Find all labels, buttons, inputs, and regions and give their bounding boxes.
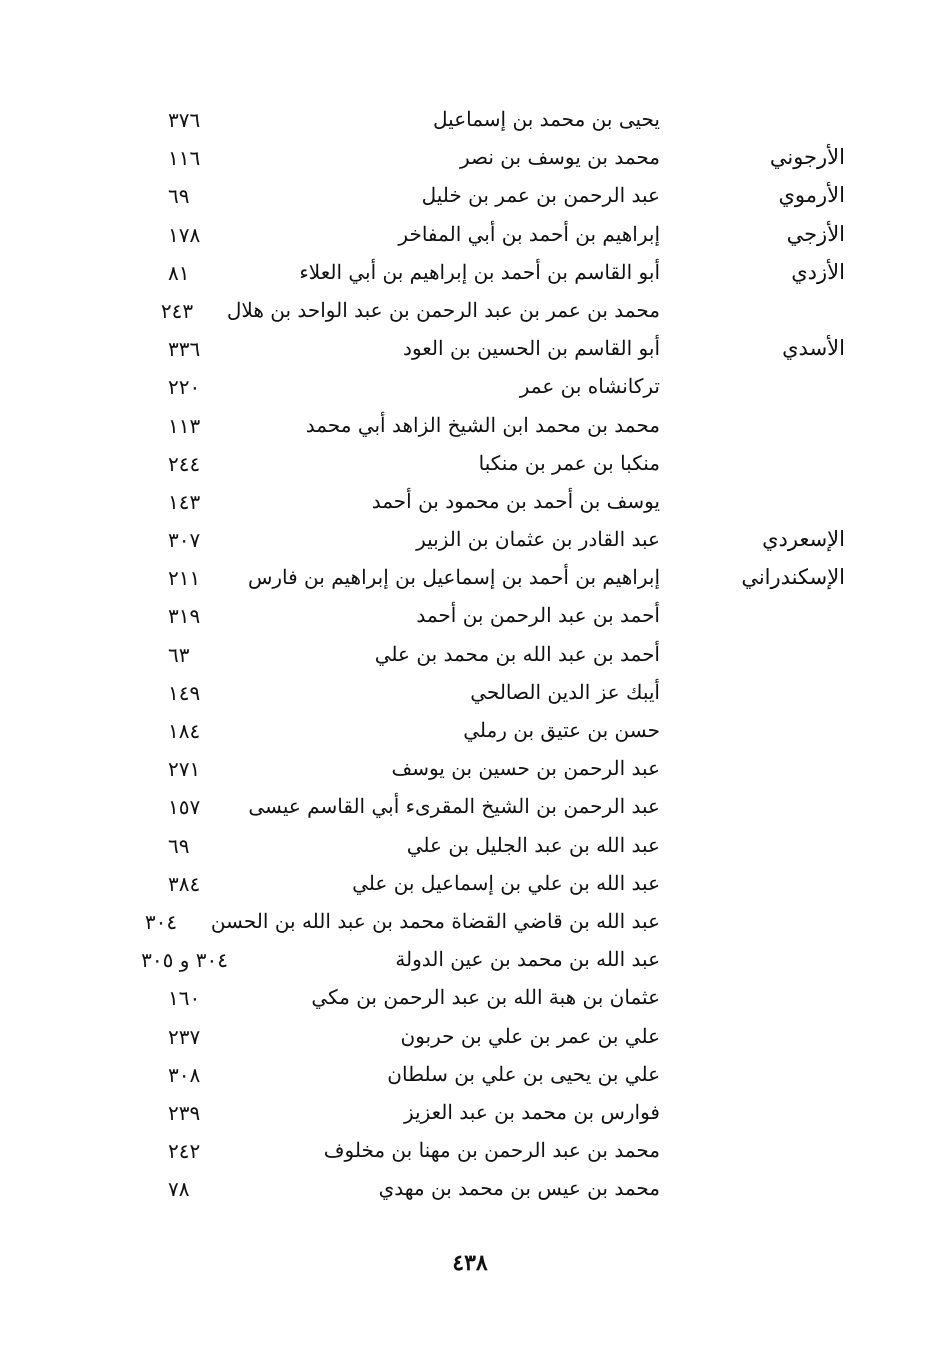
nisba-label: الأزجي: [786, 221, 845, 246]
page-reference: ٣٠٤ و ٣٠٥: [141, 948, 228, 973]
page-reference: ٣٣٦: [168, 337, 201, 362]
person-name: عبد القادر بن عثمان بن الزبير: [416, 527, 660, 552]
nisba-label: الأرموي: [778, 183, 845, 208]
page-reference: ٢٤٣: [160, 298, 194, 323]
nisba-label: الأرجوني: [769, 145, 845, 170]
page-reference: ٣٨٤: [168, 871, 201, 896]
page-reference: ٢٤٤: [168, 451, 201, 476]
page-reference: ٨١: [168, 260, 190, 285]
person-name: أبو القاسم بن أحمد بن إبراهيم بن أبي العلاء: [299, 259, 660, 284]
person-name: محمد بن عبد الرحمن بن مهنا بن مخلوف: [323, 1138, 660, 1163]
person-name: عبد الرحمن بن الشيخ المقرىء أبي القاسم عيسى: [248, 794, 660, 819]
person-name: محمد بن عمر بن عبد الرحمن بن عبد الواحد بن هلال: [226, 297, 660, 322]
person-name: علي بن عمر بن علي بن حربون: [400, 1023, 660, 1048]
page-reference: ١٤٣: [168, 489, 201, 514]
person-name: يوسف بن أحمد بن محمود بن أحمد: [371, 488, 660, 513]
person-name: محمد بن عيس بن محمد بن مهدي: [378, 1176, 660, 1201]
person-name: عبد الله بن عبد الجليل بن علي: [406, 832, 660, 857]
person-name: منكبا بن عمر بن منكبا: [478, 450, 660, 475]
index-row: [0, 445, 940, 483]
person-name: إبراهيم بن أحمد بن أبي المفاخر: [398, 221, 660, 246]
nisba-label: الإسعردي: [762, 527, 845, 552]
nisba-label: الأزدي: [791, 259, 845, 284]
page-reference: ٣٠٧: [168, 528, 201, 553]
page-reference: ٣١٩: [168, 604, 201, 629]
page-reference: ١٥٧: [168, 795, 201, 820]
nisba-label: الإسكندراني: [741, 565, 845, 590]
page-reference: ١٤٩: [168, 680, 201, 705]
page-reference: ١٦٠: [168, 986, 201, 1011]
person-name: فوارس بن محمد بن عبد العزيز: [404, 1099, 660, 1124]
person-name: إبراهيم بن أحمد بن إسماعيل بن إبراهيم بن فارس: [247, 565, 660, 590]
page-reference: ٢٣٩: [168, 1100, 201, 1125]
page-reference: ٢١١: [168, 566, 201, 591]
index-row: [0, 254, 940, 292]
person-name: عبد الله بن محمد بن عين الدولة: [395, 947, 660, 972]
person-name: علي بن يحيى بن علي بن سلطان: [387, 1061, 660, 1086]
index-row: [0, 216, 940, 254]
person-name: عبد الله بن علي بن إسماعيل بن علي: [352, 870, 660, 895]
page-reference: ٧٨: [168, 1177, 190, 1202]
page-reference: ٣٠٤: [144, 909, 178, 934]
page-reference: ٣٠٨: [168, 1062, 201, 1087]
page-reference: ١٨٤: [168, 719, 201, 743]
person-name: أبو القاسم بن الحسين بن العود: [403, 336, 660, 361]
page-reference: ١١٣: [168, 413, 201, 438]
person-name: أحمد بن عبد الله بن محمد بن علي: [374, 641, 660, 666]
page-reference: ٣٧٦: [168, 108, 201, 132]
index-row: [0, 177, 940, 215]
person-name: محمد بن يوسف بن نصر: [460, 145, 660, 170]
person-name: محمد بن محمد ابن الشيخ الزاهد أبي محمد: [305, 412, 660, 437]
index-list: [0, 101, 940, 1208]
index-row: [0, 521, 940, 559]
index-row: [0, 979, 940, 1017]
person-name: أحمد بن عبد الرحمن بن أحمد: [416, 603, 660, 628]
page-reference: ٦٩: [168, 184, 190, 209]
index-row: [0, 1056, 940, 1094]
index-row: [0, 827, 940, 865]
page-reference: ٦٩: [168, 833, 190, 858]
index-row: [0, 1132, 940, 1170]
page-number: ٤٣٨: [452, 1250, 488, 1276]
index-row: [0, 597, 940, 635]
person-name: حسن بن عتيق بن رملي: [463, 718, 660, 742]
person-name: عبد الله بن قاضي القضاة محمد بن عبد الله بن الحسن: [210, 908, 660, 933]
index-row: [0, 674, 940, 712]
page-reference: ١٧٨: [168, 222, 201, 247]
index-row: [0, 712, 940, 750]
page-reference: ٢٣٧: [168, 1024, 201, 1049]
page-reference: ٦٣: [168, 642, 190, 667]
person-name: عبد الرحمن بن عمر بن خليل: [421, 183, 660, 208]
index-row: [0, 1094, 940, 1132]
index-row: [0, 139, 940, 177]
index-row: [0, 101, 940, 139]
index-row: [0, 941, 940, 979]
index-row: [0, 483, 940, 521]
index-row: [0, 865, 940, 903]
index-row: [0, 559, 940, 597]
index-row: [0, 903, 940, 941]
page-reference: ١١٦: [168, 146, 201, 171]
page-reference: ٢٤٢: [168, 1139, 201, 1164]
index-row: [0, 330, 940, 368]
index-row: [0, 1018, 940, 1056]
nisba-label: الأسدي: [782, 336, 845, 361]
person-name: أيبك عز الدين الصالحي: [470, 679, 660, 704]
page-reference: ٢٧١: [168, 757, 201, 782]
index-row: [0, 1170, 940, 1208]
index-row: [0, 788, 940, 826]
person-name: يحيى بن محمد بن إسماعيل: [433, 107, 660, 131]
page-reference: ٢٢٠: [168, 375, 201, 400]
index-row: [0, 292, 940, 330]
person-name: عبد الرحمن بن حسين بن يوسف: [391, 756, 660, 781]
index-row: [0, 636, 940, 674]
person-name: تركانشاه بن عمر: [519, 374, 660, 399]
index-row: [0, 750, 940, 788]
index-row: [0, 407, 940, 445]
index-row: [0, 368, 940, 406]
person-name: عثمان بن هبة الله بن عبد الرحمن بن مكي: [311, 985, 660, 1010]
